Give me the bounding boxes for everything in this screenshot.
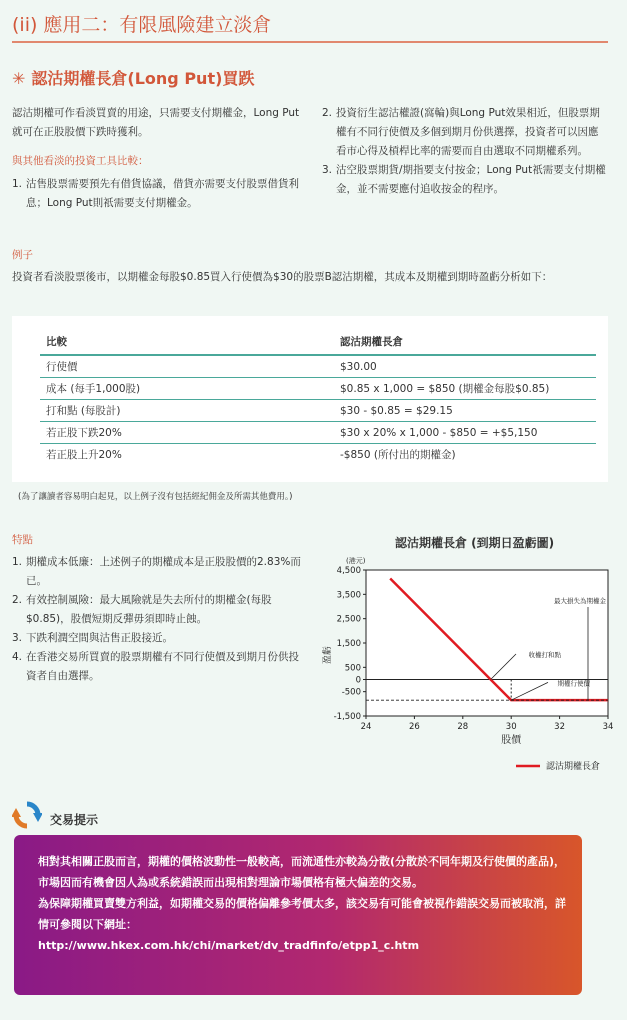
- x-tick-label: 32: [554, 722, 566, 732]
- payoff-chart: [318, 550, 618, 775]
- x-tick-label: 28: [457, 722, 469, 732]
- unit-label: (港元): [346, 557, 366, 565]
- table-header-row: [40, 328, 596, 355]
- list-text: 下跌利潤空間與沽售正股接近。: [26, 632, 173, 644]
- list-item: [322, 104, 608, 161]
- list-item: [12, 591, 304, 629]
- table-cell: 打和點 (每股計): [40, 400, 332, 422]
- x-axis-label: 股價: [501, 735, 522, 746]
- chart-annotation: 收權打和點: [528, 651, 561, 659]
- chart-annotation: 期權行使價: [557, 679, 590, 688]
- list-number: 1.: [12, 556, 23, 568]
- table-row: [40, 355, 596, 378]
- asterisk-icon: ✳: [12, 69, 26, 88]
- list-item: [12, 629, 304, 648]
- y-axis-label: 盈虧: [323, 646, 333, 665]
- list-text: 在香港交易所買賣的股票期權有不同行使價及到期月份供投資者自由選擇。: [26, 651, 299, 682]
- example-table: [40, 328, 596, 465]
- list-item: [12, 175, 302, 213]
- example-table-panel: [12, 316, 608, 482]
- list-number: 2.: [12, 594, 23, 606]
- y-tick-label: 1,500: [336, 639, 361, 649]
- refresh-arrows-icon: [12, 800, 42, 830]
- table-row: [40, 422, 596, 444]
- table-row: [40, 400, 596, 422]
- y-tick-label: -500: [341, 687, 361, 698]
- table-cell: 若正股下跌20%: [40, 422, 332, 444]
- tips-text: [38, 851, 566, 956]
- example-heading: 例子: [12, 249, 33, 261]
- subtitle-text: 認沽期權長倉(Long Put)買跌: [31, 69, 255, 88]
- tips-heading: 交易提示: [50, 813, 99, 827]
- features-list: [12, 553, 304, 686]
- list-text: 沽空股票期貨/期指要支付按金；Long Put祇需要支付期權金，並不需要應付追收按金的程序。: [336, 164, 606, 195]
- table-note: (為了讓讀者容易明白起見，以上例子沒有包括經紀佣金及所需其他費用。): [18, 492, 293, 502]
- table-header: 認沽期權長倉: [332, 328, 596, 355]
- tips-url-link[interactable]: http://www.hkex.com.hk/chi/market/dv_tradfinfo/etpp1_c.htm: [38, 939, 420, 952]
- table-cell: $30 - $0.85 = $29.15: [332, 400, 596, 422]
- list-item: [12, 648, 304, 686]
- list-number: 1.: [12, 178, 23, 190]
- example-text: 投資者看淡股票後市，以期權金每股$0.85買入行使價為$30的股票B認沽期權，其成本及期權到期時盈虧分析如下：: [12, 271, 553, 283]
- list-text: 有效控制風險：最大風險就是失去所付的期權金(每股$0.85)，股價短期反彈毋須即時止蝕。: [26, 594, 272, 625]
- compare-list-left: [12, 175, 302, 213]
- intro-text: 認沽期權可作看淡買賣的用途，只需要支付期權金，Long Put就可在正股股價下跌時獲利。: [12, 107, 300, 138]
- list-number: 4.: [12, 651, 23, 663]
- y-tick-label: 2,500: [336, 614, 361, 625]
- tips-paragraph: 為保障期權買賣雙方利益，如期權交易的價格偏離參考價太多，該交易有可能會被視作錯誤交易而被取消，詳情可參閱以下網址：: [38, 897, 566, 931]
- table-cell: 成本 (每手1,000股): [40, 378, 332, 400]
- tips-panel: [14, 835, 582, 995]
- y-tick-label: 500: [344, 663, 361, 674]
- table-cell: 若正股上升20%: [46, 449, 122, 461]
- x-tick-label: 24: [360, 722, 372, 732]
- table-cell: -$850 (所付出的期權金): [340, 449, 456, 461]
- chart-title: 認沽期權長倉 (到期日盈虧圖): [395, 536, 555, 550]
- y-tick-label: 0: [355, 675, 361, 686]
- list-item: [12, 553, 304, 591]
- table-cell: $30 x 20% x 1,000 - $850 = +$5,150: [332, 422, 596, 444]
- list-number: 2.: [322, 107, 333, 119]
- subtitle: [12, 66, 254, 89]
- table-cell: $0.85 x 1,000 = $850 (期權金每股$0.85): [332, 378, 596, 400]
- list-text: 期權成本低廉：上述例子的期權成本是正股股價的2.83%而已。: [26, 556, 301, 587]
- table-cell: 行使價: [40, 355, 332, 378]
- table-row: [40, 444, 596, 466]
- list-text: 沽售股票需要預先有借貨協議，借貨亦需要支付股票借貨利息；Long Put則祇需要支付期權金。: [26, 178, 299, 209]
- legend-label: 認沽期權長倉: [546, 762, 601, 772]
- y-tick-label: 3,500: [336, 590, 361, 601]
- y-tick-label: -1,500: [333, 712, 361, 722]
- table-row: [40, 378, 596, 400]
- x-tick-label: 30: [505, 722, 517, 732]
- title-divider: [12, 41, 608, 43]
- list-item: [322, 161, 608, 199]
- x-tick-label: 34: [602, 722, 614, 732]
- y-tick-label: 4,500: [336, 566, 361, 576]
- list-text: 投資衍生認沽權證(窩輪)與Long Put效果相近，但股票期權有不同行使價及多個到期月份供選擇，投資者可以因應看市心得及槓桿比率的需要而自由選取不同期權系列。: [336, 107, 600, 157]
- section-title: (ii) 應用二：有限風險建立淡倉: [12, 14, 272, 36]
- table-header: 比較: [40, 328, 332, 355]
- features-heading: 特點: [12, 534, 33, 546]
- tips-paragraph: 相對其相關正股而言，期權的價格波動性一般較高，而流通性亦較為分散(分散於不同年期及行使價的產品)，市場因而有機會因人為或系統錯誤而出現相對理論市場價格有極大偏差的交易。: [38, 855, 566, 889]
- list-number: 3.: [12, 632, 23, 644]
- x-tick-label: 26: [408, 722, 420, 732]
- compare-heading: 與其他看淡的投資工具比較：: [12, 155, 149, 167]
- list-number: 3.: [322, 164, 333, 176]
- compare-list-right: [322, 104, 608, 199]
- table-body: [40, 355, 596, 465]
- table-cell: $30.00: [332, 355, 596, 378]
- chart-annotation: 最大損失為期權金: [554, 597, 606, 605]
